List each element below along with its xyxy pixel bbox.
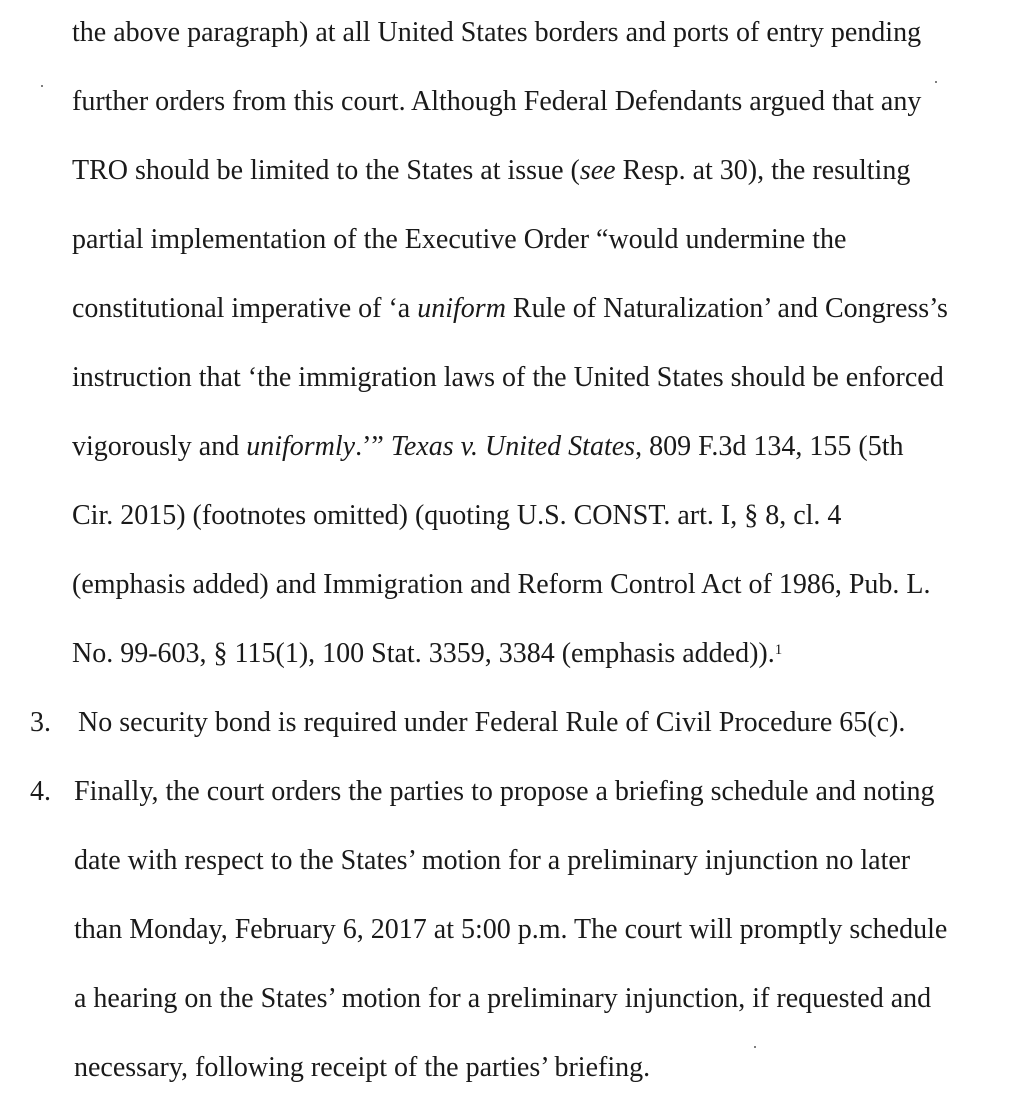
paragraph-line: necessary, following receipt of the parties’ briefing. (74, 1052, 651, 1083)
paragraph-line: further orders from this court. Although Federal Defendants argued that any (72, 86, 922, 117)
scan-speck (935, 81, 937, 83)
paragraph-line: Finally, the court orders the parties to propose a briefing schedule and noting (74, 776, 935, 807)
item-number: 4. (30, 776, 51, 807)
paragraph-line: No security bond is required under Federal Rule of Civil Procedure 65(c). (78, 707, 906, 738)
paragraph-line: date with respect to the States’ motion for a preliminary injunction no later (74, 845, 911, 876)
scan-speck (754, 1046, 756, 1048)
text-run: constitutional imperative of ‘a (72, 293, 418, 324)
paragraph-line: the above paragraph) at all United States borders and ports of entry pending (72, 17, 922, 48)
paragraph-line: a hearing on the States’ motion for a preliminary injunction, if requested and (74, 983, 932, 1014)
text-run: Resp. at 30), the resulting (615, 155, 911, 186)
paragraph-line: (emphasis added) and Immigration and Reform Control Act of 1986, Pub. L. (72, 569, 931, 600)
text-run: .’” (355, 431, 391, 462)
item-number: 3. (30, 707, 51, 738)
scan-speck (41, 85, 43, 87)
paragraph-line (72, 154, 910, 188)
paragraph-line (72, 430, 904, 464)
italic-text: uniformly (246, 431, 356, 462)
footnote-reference[interactable]: 1 (774, 642, 783, 658)
text-run: vigorously and (72, 431, 247, 462)
text-run: , 809 F.3d 134, 155 (5th (635, 431, 904, 462)
paragraph-line: Cir. 2015) (footnotes omitted) (quoting U.S. CONST. art. I, § 8, cl. 4 (72, 500, 842, 531)
italic-text: see (579, 155, 616, 186)
text-run: Rule of Naturalization’ and Congress’s (505, 293, 948, 324)
case-citation: Texas v. United States (390, 431, 636, 462)
text-run: TRO should be limited to the States at issue ( (72, 155, 580, 186)
paragraph-line (72, 637, 782, 671)
paragraph-line (72, 292, 948, 326)
text-run: No. 99-603, § 115(1), 100 Stat. 3359, 3384 (emphasis added)). (72, 638, 775, 669)
paragraph-line: instruction that ‘the immigration laws of the United States should be enforced (72, 362, 944, 393)
paragraph-line: than Monday, February 6, 2017 at 5:00 p.m. The court will promptly schedule (74, 914, 948, 945)
paragraph-line: partial implementation of the Executive Order “would undermine the (72, 224, 847, 255)
italic-text: uniform (417, 293, 506, 324)
